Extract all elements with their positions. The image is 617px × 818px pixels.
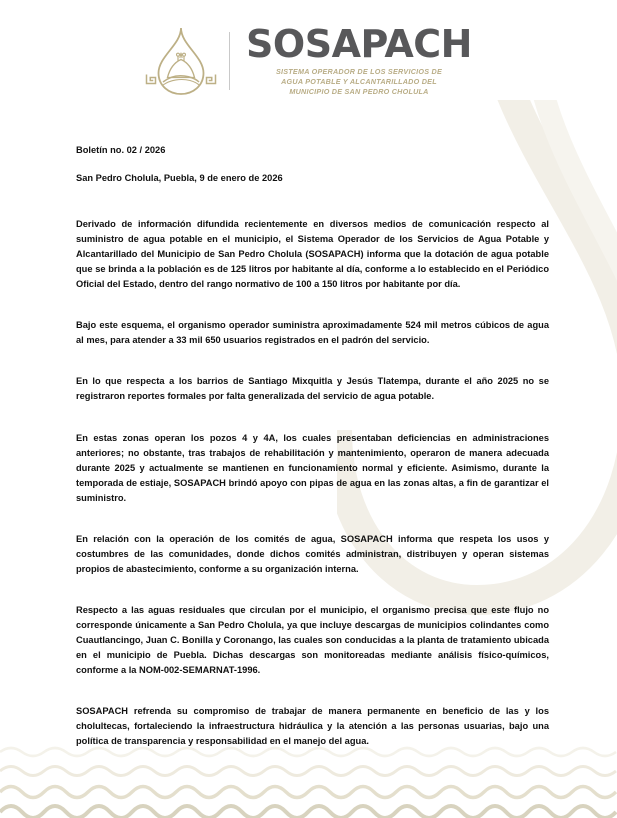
- paragraph-list: [76, 217, 549, 749]
- wordmark-block: [246, 21, 472, 97]
- body-paragraph: Derivado de información difundida recientemente en diversos medios de comunicación respecto al suministro de agua potable en el municipio, el Sistema Operador de los Servicios de Agua Potable y Alcantarillado del Municipio de San Pedro Cholula (SOSAPACH) informa que la dotación de agua potable que se brinda a la población es de 125 litros por habitante al día, conforme a lo establecido en el Periódico Oficial del Estado, dentro del rango normativo de 100 a 150 litros por habitante por día.: [76, 219, 549, 290]
- document-body: [0, 144, 617, 749]
- dateline: San Pedro Cholula, Puebla, 9 de enero de 2026: [76, 172, 283, 183]
- water-droplet-with-hill-and-church-icon: [145, 22, 217, 100]
- body-paragraph: En estas zonas operan los pozos 4 y 4A, los cuales presentaban deficiencias en administraciones anteriores; no obstante, tras trabajos de rehabilitación y mantenimiento, operaron de manera adecuada durante 2025 y actualmente se mantienen en funcionamiento normal y eficiente. Asimismo, durante la temporada de estiaje, SOSAPACH brindó apoyo con pipas de agua en las zonas altas, a fin de garantizar el suministro.: [76, 432, 549, 503]
- letterhead: [0, 0, 617, 106]
- body-paragraph: En relación con la operación de los comités de agua, SOSAPACH informa que respeta los usos y costumbres de las comunidades, donde dichos comités administran, distribuyen y operan sistemas propios de abastecimiento, conforme a su organización interna.: [76, 533, 549, 574]
- greek-fret-ornament-icon: [147, 75, 156, 84]
- body-paragraph: SOSAPACH refrenda su compromiso de trabajar de manera permanente en beneficio de las y los cholultecas, fortaleciendo la infraestructura hidráulica y la atención a las personas usuarias, bajo una política de transparencia y responsabilidad en el manejo del agua.: [76, 706, 549, 747]
- organization-wordmark: SOSAPACH: [246, 21, 472, 66]
- body-paragraph: Respecto a las aguas residuales que circulan por el municipio, el organismo precisa que este flujo no corresponde únicamente a San Pedro Cholula, ya que incluye descargas de municipios colindantes como Cuautlancingo, Juan C. Bonilla y Coronango, las cuales son conducidas a la planta de tratamiento ubicada en el municipio de Puebla. Dichas descargas son monitoreadas mediante análisis físico-químicos, conforme a la NOM-002-SEMARNAT-1996.: [76, 604, 549, 676]
- body-paragraph: Bajo este esquema, el organismo operador suministra aproximadamente 524 mil metros cúbicos de agua al mes, para atender a 33 mil 650 usuarios registrados en el padrón del servicio.: [76, 320, 549, 346]
- logo-divider: [229, 32, 230, 90]
- organization-subtitle-line-3: MUNICIPIO DE SAN PEDRO CHOLULA: [289, 86, 429, 96]
- wavy-lines-decoration-icon: [0, 738, 617, 818]
- body-paragraph: En lo que respecta a los barrios de Santiago Mixquitla y Jesús Tlatempa, durante el año 2025 no se registraron reportes formales por falta generalizada del servicio de agua potable.: [76, 376, 549, 402]
- organization-subtitle: [276, 67, 442, 98]
- organization-subtitle-line-2: AGUA POTABLE Y ALCANTARILLADO DEL: [281, 76, 437, 86]
- organization-subtitle-line-1: SISTEMA OPERADOR DE LOS SERVICIOS DE: [275, 66, 443, 76]
- bulletin-number: Boletín no. 02 / 2026: [76, 145, 166, 155]
